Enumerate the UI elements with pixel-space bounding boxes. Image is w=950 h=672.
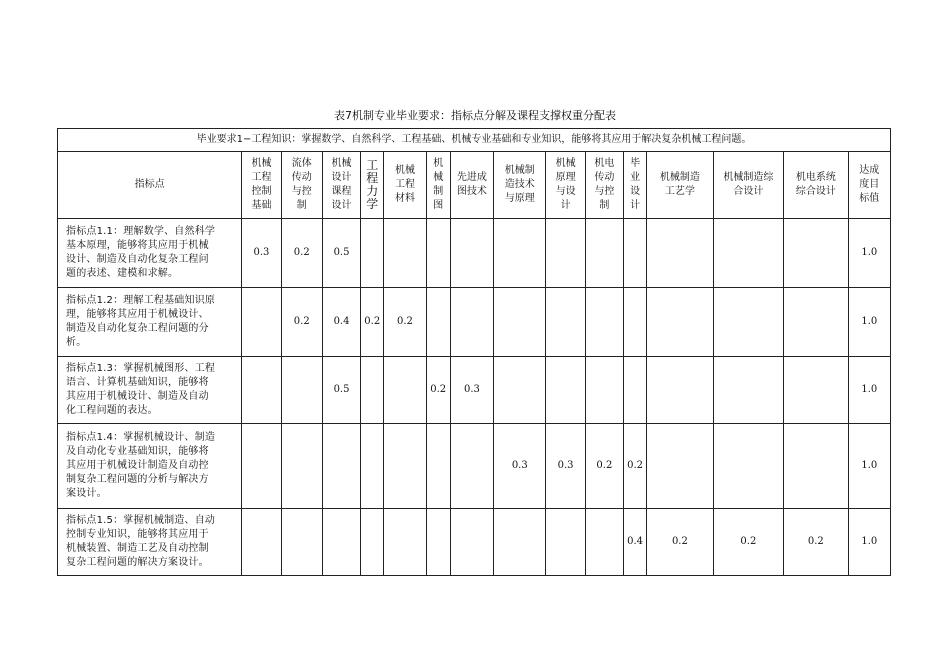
course-header-line: 与控 [594, 186, 615, 197]
course-header-line: 达成 [859, 165, 880, 176]
course-header-line: 业 [630, 172, 641, 183]
indicator-text-line: 制造及自动化复杂工程问题的分 [66, 323, 209, 334]
course-header-line: 与控 [291, 186, 312, 197]
weight-cell [494, 357, 546, 424]
course-header-line: 工程 [251, 172, 272, 183]
course-header-line: 制 [433, 186, 444, 197]
weight-cell [624, 288, 647, 357]
weight-cell [784, 424, 848, 509]
course-header-line: 械 [433, 172, 444, 183]
course-header-line: 机械制造 [659, 172, 700, 183]
course-header-line: 机械 [331, 158, 352, 169]
weight-cell: 0.2 [585, 424, 623, 509]
weight-cell: 0.2 [281, 288, 322, 357]
weight-cell [624, 219, 647, 288]
course-header-line: 综合设计 [795, 186, 836, 197]
course-header [494, 152, 546, 219]
course-header-line: 工艺学 [664, 186, 695, 197]
weight-cell: 0.2 [426, 357, 450, 424]
course-header [585, 152, 623, 219]
weight-cell: 0.2 [713, 509, 784, 576]
weight-cell: 0.4 [322, 288, 360, 357]
course-header [426, 152, 450, 219]
weight-cell [585, 509, 623, 576]
weight-cell [281, 424, 322, 509]
weight-cell [426, 219, 450, 288]
weight-cell: 0.4 [624, 509, 647, 576]
weight-cell [585, 288, 623, 357]
target-value-cell: 1.0 [848, 219, 890, 288]
table-row [58, 288, 891, 357]
weight-cell [426, 509, 450, 576]
weight-cell: 0.2 [784, 509, 848, 576]
course-header [450, 152, 493, 219]
weight-cell [585, 219, 623, 288]
course-header-line: 传动 [291, 172, 312, 183]
indicator-text-line: 及自动化专业基础知识，能够将 [66, 446, 209, 457]
indicator-text-line: 其应用于机械设计、制造及自动 [66, 391, 209, 402]
table-title: 表7机制专业毕业要求：指标点分解及课程支撑权重分配表 [334, 109, 616, 122]
weight-cell [384, 219, 426, 288]
course-header-line: 控制 [251, 186, 272, 197]
weight-cell [585, 357, 623, 424]
weight-cell [546, 357, 585, 424]
weight-cell [713, 288, 784, 357]
requirement-text: 毕业要求1−工程知识：掌握数学、自然科学、工程基础、机械专业基础和专业知识，能够将其应用于解决复杂机械工程问题。 [58, 129, 891, 152]
weight-cell [384, 357, 426, 424]
indicator-text-line: 理，能够将其应用于机械设计、 [66, 309, 209, 320]
indicator-text-line: 复杂工程问题的解决方案设计。 [66, 557, 209, 568]
weight-cell [242, 424, 281, 509]
indicator-text-line: 制复杂工程问题的分析与解决方 [66, 474, 209, 485]
table-row [58, 424, 891, 509]
target-value-cell: 1.0 [848, 288, 890, 357]
weight-cell [322, 424, 360, 509]
course-header [281, 152, 322, 219]
indicator-text-line: 指标点1.4：掌握机械设计、制造 [66, 432, 216, 443]
weight-cell [450, 424, 493, 509]
course-header-line: 机械 [394, 165, 415, 176]
course-header-line: 机械制 [504, 165, 535, 176]
indicator-text-line: 控制专业知识，能够将其应用于 [66, 529, 209, 540]
weight-cell [426, 288, 450, 357]
weight-cell [713, 219, 784, 288]
course-header-line: 机电 [594, 158, 615, 169]
weight-cell: 0.3 [494, 424, 546, 509]
course-header-line: 基础 [251, 200, 272, 211]
weight-cell [322, 509, 360, 576]
indicator-text-line: 其应用于机械设计制造及自动控 [66, 460, 209, 471]
weight-cell [494, 509, 546, 576]
course-header-line: 计 [630, 200, 641, 211]
course-header-line: 机 [433, 158, 444, 169]
course-header-line: 设 [630, 186, 641, 197]
weight-cell [242, 509, 281, 576]
course-header-line: 机械制造综 [723, 172, 774, 183]
indicator-text-line: 基本原理，能够将其应用于机械 [66, 240, 209, 251]
course-header-line: 制 [296, 200, 307, 211]
course-header-line: 合设计 [733, 186, 764, 197]
course-header-line: 传动 [594, 172, 615, 183]
indicator-text-line: 设计、制造及自动化复杂工程问 [66, 254, 209, 265]
weight-cell [713, 424, 784, 509]
course-header [713, 152, 784, 219]
course-header-line: 课程 [331, 186, 352, 197]
weight-cell [647, 288, 713, 357]
weight-cell: 0.2 [361, 288, 384, 357]
indicator-text-line: 化工程问题的表达。 [66, 405, 158, 416]
weight-cell [546, 219, 585, 288]
course-header-line: 毕 [630, 158, 641, 169]
weight-cell [450, 509, 493, 576]
weight-cell [384, 509, 426, 576]
course-header-line: 与设 [555, 186, 576, 197]
weight-cell [384, 424, 426, 509]
course-header-line: 机械 [251, 158, 272, 169]
weight-cell: 0.3 [242, 219, 281, 288]
weight-cell [242, 288, 281, 357]
course-header-line: 程 [366, 171, 379, 185]
course-header [242, 152, 281, 219]
course-header-line: 图技术 [456, 186, 487, 197]
weight-cell [426, 424, 450, 509]
indicator-text-line: 题的表述、建模和求解。 [66, 268, 179, 279]
course-header-line: 流体 [291, 158, 312, 169]
weight-cell [450, 219, 493, 288]
course-header-line: 学 [366, 197, 379, 211]
course-header-line: 机电系统 [795, 172, 836, 183]
course-header-line: 设计 [331, 200, 352, 211]
indicator-weight-table [57, 128, 891, 576]
indicator-text [58, 424, 242, 509]
weight-cell [494, 219, 546, 288]
indicator-text-line: 指标点1.1：理解数学、自然科学 [66, 226, 216, 237]
course-header-line: 力 [366, 184, 379, 198]
weight-cell [713, 357, 784, 424]
weight-cell [784, 288, 848, 357]
indicator-header: 指标点 [58, 152, 242, 219]
indicator-text-line: 语言、计算机基础知识，能够将 [66, 377, 209, 388]
course-header [322, 152, 360, 219]
weight-cell: 0.5 [322, 219, 360, 288]
weight-cell [647, 424, 713, 509]
weight-cell: 0.5 [322, 357, 360, 424]
weight-cell [784, 219, 848, 288]
weight-cell [450, 288, 493, 357]
indicator-text-line: 指标点1.5：掌握机械制造、自动 [66, 515, 216, 526]
weight-cell [546, 288, 585, 357]
course-header-line: 工 [366, 158, 379, 172]
course-header-line: 造技术 [504, 179, 535, 190]
weight-cell [361, 219, 384, 288]
weight-cell [281, 509, 322, 576]
target-value-cell: 1.0 [848, 357, 890, 424]
course-header-line: 机械 [555, 158, 576, 169]
weight-cell [361, 424, 384, 509]
course-header-line: 制 [599, 200, 610, 211]
course-header-line: 度目 [859, 179, 880, 190]
indicator-text-line: 析。 [66, 337, 87, 348]
table-row [58, 509, 891, 576]
weight-cell [361, 357, 384, 424]
weight-cell [784, 357, 848, 424]
weight-cell [494, 288, 546, 357]
weight-cell: 0.2 [384, 288, 426, 357]
weight-cell [361, 509, 384, 576]
weight-cell: 0.3 [450, 357, 493, 424]
course-header [384, 152, 426, 219]
course-header-line: 标值 [859, 193, 880, 204]
course-header [848, 152, 890, 219]
course-header-line: 计 [560, 200, 571, 211]
course-header [647, 152, 713, 219]
weight-cell [546, 509, 585, 576]
indicator-text [58, 288, 242, 357]
weight-cell: 0.2 [281, 219, 322, 288]
table-row [58, 357, 891, 424]
indicator-text-line: 案设计。 [66, 488, 107, 499]
weight-cell [624, 357, 647, 424]
indicator-text [58, 357, 242, 424]
course-header-line: 设计 [331, 172, 352, 183]
weight-cell: 0.2 [624, 424, 647, 509]
weight-cell [281, 357, 322, 424]
indicator-text-line: 机械装置、制造工艺及自动控制 [66, 543, 209, 554]
indicator-text [58, 509, 242, 576]
course-header [784, 152, 848, 219]
table-row [58, 219, 891, 288]
indicator-text [58, 219, 242, 288]
course-header-line: 材料 [394, 193, 415, 204]
weight-cell [242, 357, 281, 424]
indicator-text-line: 指标点1.2：理解工程基础知识原 [66, 295, 216, 306]
indicator-text-line: 指标点1.3：掌握机械图形、工程 [66, 363, 216, 374]
course-header [624, 152, 647, 219]
course-header-line: 图 [433, 200, 444, 211]
course-header-line: 先进成 [456, 172, 487, 183]
course-header-line: 与原理 [504, 193, 535, 204]
weight-cell [647, 219, 713, 288]
weight-cell: 0.3 [546, 424, 585, 509]
target-value-cell: 1.0 [848, 509, 890, 576]
course-header-line: 原理 [555, 172, 576, 183]
course-header-line: 工程 [394, 179, 415, 190]
weight-cell: 0.2 [647, 509, 713, 576]
course-header [361, 152, 384, 219]
weight-cell [647, 357, 713, 424]
course-header [546, 152, 585, 219]
target-value-cell: 1.0 [848, 424, 890, 509]
